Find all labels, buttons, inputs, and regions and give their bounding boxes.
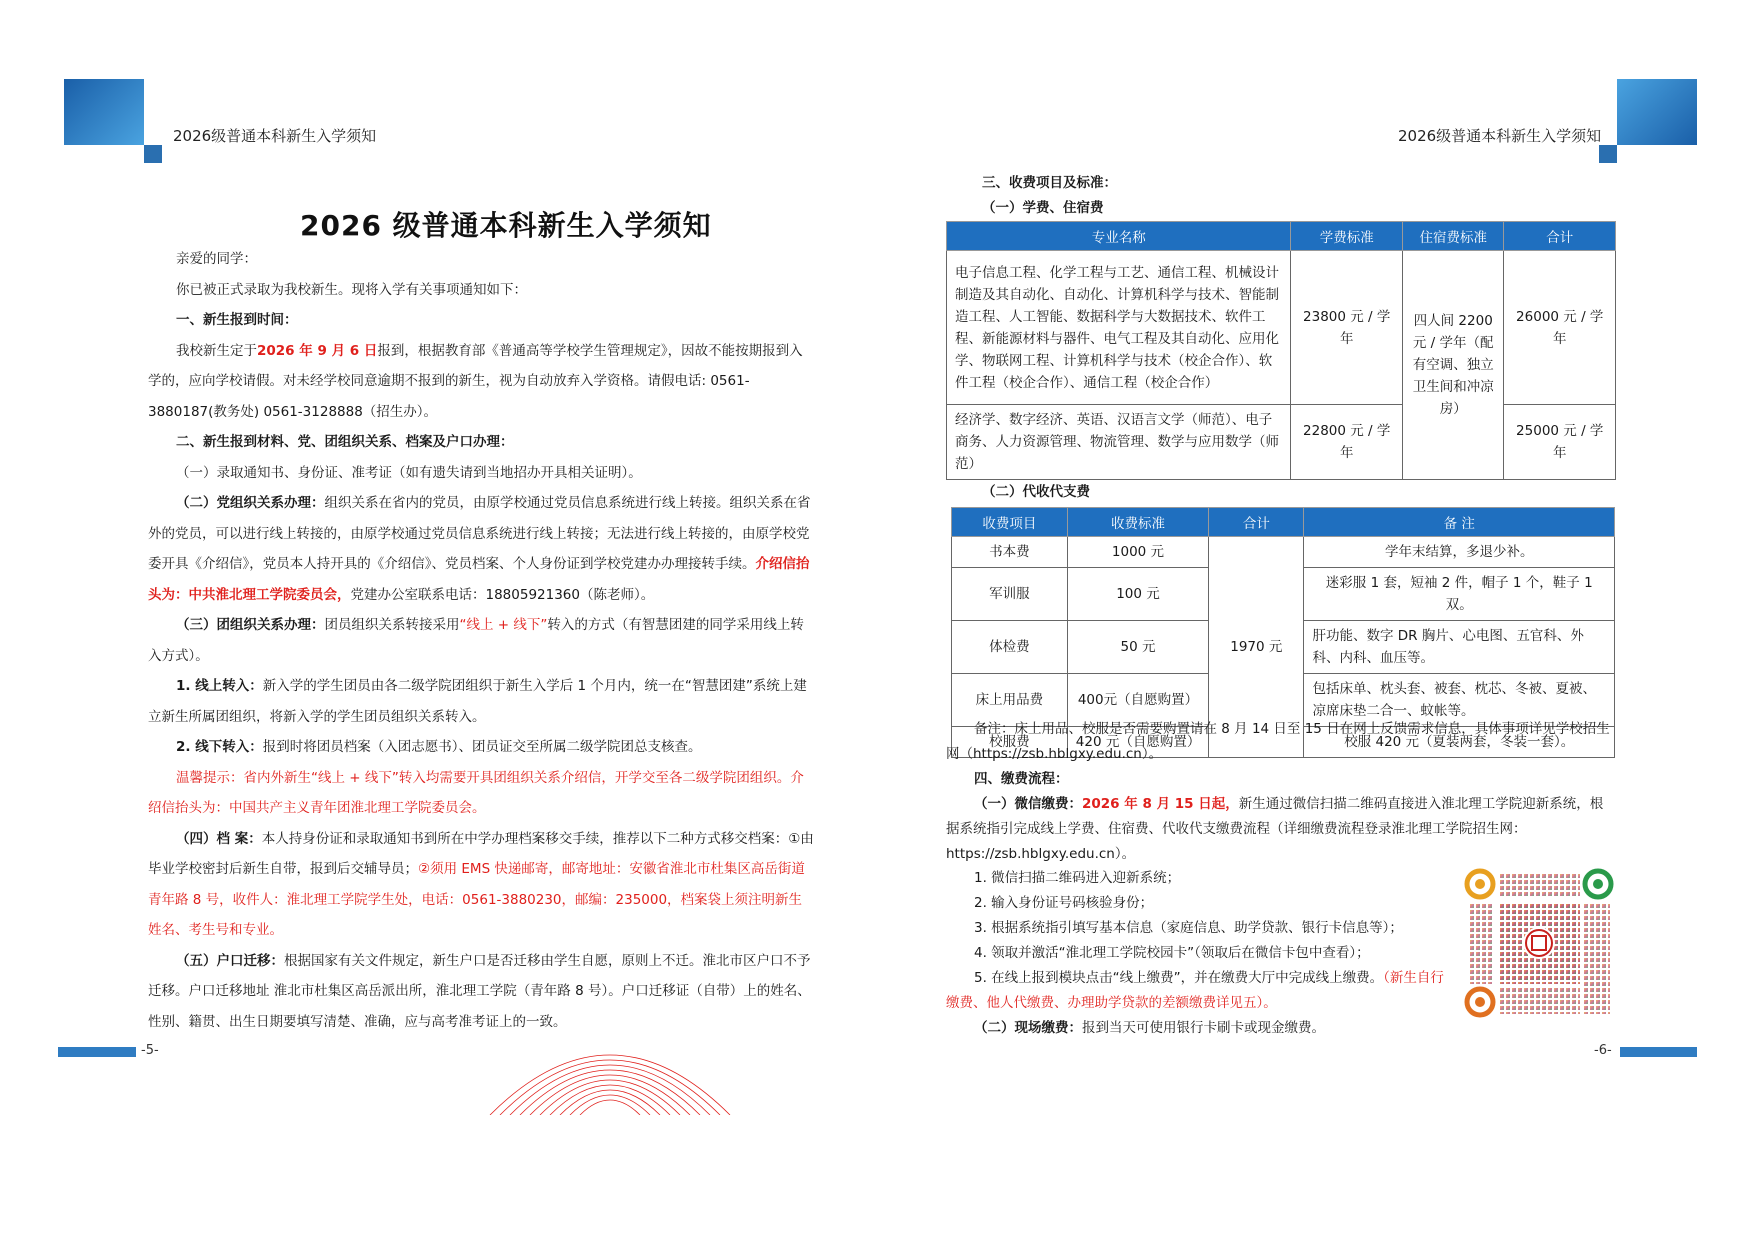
table-row-item: 校服费 xyxy=(952,727,1068,758)
table-row-note: 肝功能、数字 DR 胸片、心电图、五官科、外科、内科、血压等。 xyxy=(1304,621,1615,674)
tuition-col-total: 合计 xyxy=(1504,222,1616,251)
section2-item3-offline: 2. 线下转入：报到时将团员档案（入团志愿书）、团员证交至所属二级学院团总支核查。 xyxy=(176,739,702,755)
agency-total: 1970 元 xyxy=(1209,537,1304,758)
corner-tab-left xyxy=(144,145,162,163)
corner-block-left xyxy=(64,79,144,145)
table-cell-majors-2: 经济学、数字经济、英语、汉语言文学（师范）、电子商务、人力资源管理、物流管理、数学与应用数学（师范） xyxy=(947,405,1291,480)
section4-heading: 四、缴费流程： xyxy=(974,771,1069,787)
table-row-item: 体检费 xyxy=(952,621,1068,674)
wechat-payment: （一）微信缴费：2026 年 8 月 15 日起，新生通过微信扫描二维码直接进入淮北理工学院迎新系统，根据系统指引完成线上学费、住宿费、代收代支缴费流程（详细缴费流程登录淮北理工学院招生网：https://zsb.hblgxy.edu.cn）。 xyxy=(946,796,1604,862)
page-number-left: -5- xyxy=(141,1043,159,1058)
section1-paragraph: 我校新生定于2026 年 9 月 6 日报到，根据教育部《普通高等学校学生管理规定》，因故不能按期报到入学的，应向学校请假。对未经学校同意逾期不报到的新生，视为自动放弃入学资格。请假电话: 0561-3880187(教务处) 0561-3128888（招生办）。 xyxy=(148,342,803,420)
section2-heading: 二、新生报到材料、党、团组织关系、档案及户口办理： xyxy=(176,434,514,450)
section2-item3-online: 1. 线上转入：新入学的学生团员由各二级学院团组织于新生入学后 1 个月内，统一在“智慧团建”系统上建立新生所属团组织，将新入学的学生团员组织关系转入。 xyxy=(148,678,807,725)
list-item: 4. 领取并激活“淮北理工学院校园卡”（领取后在微信卡包中查看）； xyxy=(974,945,1370,961)
agency-col-std: 收费标准 xyxy=(1067,508,1208,537)
table-row-std: 400元（自愿购置） xyxy=(1067,674,1208,727)
tuition-col-lodging: 住宿费标准 xyxy=(1402,222,1504,251)
onsite-payment: （二）现场缴费：报到当天可使用银行卡刷卡或现金缴费。 xyxy=(974,1020,1325,1036)
section2-item4: （四）档 案：本人持身份证和录取通知书到所在中学办理档案移交手续，推荐以下二种方式移交档案：①由毕业学校密封后新生自带，报到后交辅导员；②须用 EMS 快递邮寄，邮寄地址：安徽省淮北市杜集区高岳街道青年路 8 号，收件人：淮北理工学院学生处，电话：0561-3880230，邮编：235000，档案袋上须注明新生姓名、考生号和专业。 xyxy=(148,830,814,938)
section2-item2: （二）党组织关系办理：组织关系在省内的党员，由原学校通过党员信息系统进行线上转接。组织关系在省外的党员，可以进行线上转接的，由原学校通过党员信息系统进行线上转接；无法进行线上转接的，由原学校党委开具《介绍信》，党员本人持开具的《介绍信》、党员档案、个人身份证到学校党建办办理接转手续。介绍信抬头为：中共淮北理工学院委员会，党建办公室联系电话：18805921360（陈老师）。 xyxy=(148,495,811,603)
table-row-std: 1000 元 xyxy=(1067,537,1208,568)
tuition-table xyxy=(946,221,1616,480)
intro: 你已被正式录取为我校新生。现将入学有关事项通知如下： xyxy=(176,281,527,298)
warm-tip: 温馨提示：省内外新生“线上 + 线下”转入均需要开具团组织关系介绍信，开学交至各二级学院团组织。介绍信抬头为：中国共产主义青年团淮北理工学院委员会。 xyxy=(148,769,804,816)
list-item: 3. 根据系统指引填写基本信息（家庭信息、助学贷款、银行卡信息等）； xyxy=(974,920,1403,936)
remark: 备注：床上用品、校服是否需要购置请在 8 月 14 日至 15 日在网上反馈需求信息，具体事项详见学校招生网（https://zsb.hblgxy.edu.cn）。 xyxy=(946,721,1610,762)
section2-item1: （一）录取通知书、身份证、准考证（如有遗失请到当地招办开具相关证明）。 xyxy=(176,464,642,481)
table-row-note: 迷彩服 1 套，短袖 2 件，帽子 1 个，鞋子 1 双。 xyxy=(1304,568,1615,621)
table-row-std: 100 元 xyxy=(1067,568,1208,621)
table-row-note: 学年末结算，多退少补。 xyxy=(1304,537,1615,568)
right-body xyxy=(946,717,1616,867)
agency-col-total: 合计 xyxy=(1209,508,1304,537)
footer-bar-left xyxy=(58,1047,136,1057)
section3-heading: 三、收费项目及标准： xyxy=(982,175,1117,191)
section3-sub1: （一）学费、住宿费 xyxy=(982,200,1104,216)
table-cell-total-1: 26000 元 / 学年 xyxy=(1504,251,1616,405)
tuition-col-major: 专业名称 xyxy=(947,222,1291,251)
section1-heading: 一、新生报到时间： xyxy=(176,312,298,328)
header-left: 2026级普通本科新生入学须知 xyxy=(173,127,377,145)
agency-col-note: 备 注 xyxy=(1304,508,1615,537)
greeting: 亲爱的同学： xyxy=(176,251,257,267)
tuition-col-tuition: 学费标准 xyxy=(1291,222,1403,251)
table-cell-lodging: 四人间 2200 元 / 学年（配有空调、独立卫生间和冲凉房） xyxy=(1402,251,1504,480)
table-row-std: 420 元（自愿购置） xyxy=(1067,727,1208,758)
footer-bar-right xyxy=(1620,1047,1697,1057)
list-item: 5. 在线上报到模块点击“线上缴费”，并在缴费大厅中完成线上缴费。（新生自行缴费、他人代缴费、办理助学贷款的差额缴费详见五）。 xyxy=(946,970,1444,1011)
page-number-right: -6- xyxy=(1594,1043,1612,1058)
section3-sub2: （二）代收代支费 xyxy=(982,484,1090,500)
table-cell-majors-1: 电子信息工程、化学工程与工艺、通信工程、机械设计制造及其自动化、自动化、计算机科学与技术、智能制造工程、人工智能、数据科学与大数据技术、软件工程、新能源材料与器件、电气工程及其自动化、应用化学、物联网工程、计算机科学与技术（校企合作）、软件工程（校企合作）、通信工程（校企合作） xyxy=(947,251,1291,405)
qr-code-icon[interactable] xyxy=(1464,868,1614,1018)
table-row-item: 床上用品费 xyxy=(952,674,1068,727)
agency-col-item: 收费项目 xyxy=(952,508,1068,537)
list-item: 2. 输入身份证号码核验身份； xyxy=(974,895,1154,911)
section2-item5: （五）户口迁移：根据国家有关文件规定，新生户口是否迁移由学生自愿，原则上不迁。淮北市区户口不予迁移。户口迁移地址 淮北市杜集区高岳派出所，淮北理工学院（青年路 8 号）。户口迁移证（自带）上的姓名、性别、籍贯、出生日期要填写清楚、准确，应与高考准考证上的一致。 xyxy=(148,952,811,1030)
table-row-item: 军训服 xyxy=(952,568,1068,621)
decorative-arc-graphic xyxy=(480,1000,740,1115)
corner-tab-right xyxy=(1599,145,1617,163)
table-row-item: 书本费 xyxy=(952,537,1068,568)
table-cell-tuition-2: 22800 元 / 学年 xyxy=(1291,405,1403,480)
table-row-note: 校服 420 元（夏装两套，冬装一套）。 xyxy=(1304,727,1615,758)
table-row-std: 50 元 xyxy=(1067,621,1208,674)
section2-item3: （三）团组织关系办理：团员组织关系转接采用“线上 + 线下”转入的方式（有智慧团建的同学采用线上转入方式）。 xyxy=(148,617,804,664)
payment-steps xyxy=(946,866,1456,1041)
page-title: 2026 级普通本科新生入学须知 xyxy=(300,209,712,242)
header-right: 2026级普通本科新生入学须知 xyxy=(1398,127,1602,145)
table-cell-total-2: 25000 元 / 学年 xyxy=(1504,405,1616,480)
corner-block-right xyxy=(1617,79,1697,145)
table-cell-tuition-1: 23800 元 / 学年 xyxy=(1291,251,1403,405)
report-date: 2026 年 9 月 6 日 xyxy=(257,342,378,359)
list-item: 1. 微信扫描二维码进入迎新系统； xyxy=(974,870,1181,886)
table-row-note: 包括床单、枕头套、被套、枕芯、冬被、夏被、凉席床垫二合一、蚊帐等。 xyxy=(1304,674,1615,727)
left-body xyxy=(148,244,814,1037)
